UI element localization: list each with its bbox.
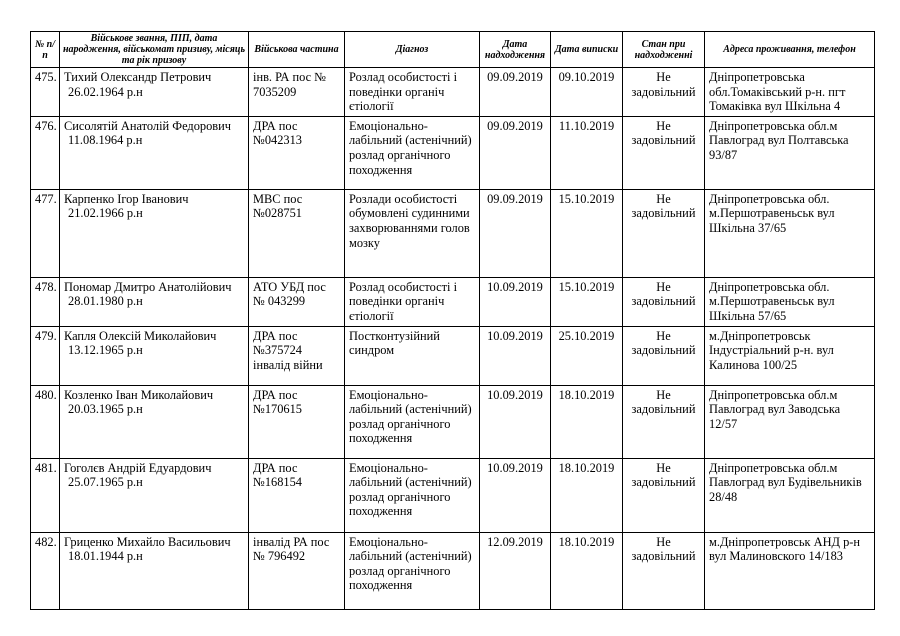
diagnosis-cell: Розлад особистості і поведінки органіч єтіології — [345, 277, 480, 326]
condition-cell: Не задовільний — [623, 326, 705, 385]
person-cell — [60, 116, 249, 189]
person-cell — [60, 532, 249, 609]
table-row — [31, 532, 875, 609]
diagnosis-cell: Постконтузійний синдром — [345, 326, 480, 385]
header-condition: Стан при надходженні — [623, 32, 705, 68]
diagnosis-cell: Розлад особистості і поведінки органіч єтіології — [345, 68, 480, 117]
unit-cell: МВС пос №028751 — [249, 189, 345, 277]
discharge-date-cell: 18.10.2019 — [551, 385, 623, 458]
unit-cell: інвалід РА пос № 796492 — [249, 532, 345, 609]
row-number: 479. — [31, 326, 60, 385]
header-discharge-date: Дата виписки — [551, 32, 623, 68]
admission-date-cell: 09.09.2019 — [480, 68, 551, 117]
person-cell — [60, 277, 249, 326]
admission-date-cell: 10.09.2019 — [480, 277, 551, 326]
person-birthdate: 13.12.1965 р.н — [68, 343, 143, 358]
person-name: Карпенко Ігор Іванович — [64, 191, 189, 206]
diagnosis-cell: Емоціонально-лабільний (астенічний) розлад органічного походження — [345, 532, 480, 609]
condition-cell: Не задовільний — [623, 532, 705, 609]
patient-registry-table — [30, 31, 875, 610]
unit-cell: ДРА пос №042313 — [249, 116, 345, 189]
row-number: 475. — [31, 68, 60, 117]
address-cell: Дніпропетровська обл. м.Першотравеньськ вул Шкільна 57/65 — [705, 277, 875, 326]
admission-date-cell: 10.09.2019 — [480, 458, 551, 532]
header-num: № п/п — [31, 32, 60, 68]
diagnosis-cell: Розлади особистості обумовлені судинними захворюваннями голов мозку — [345, 189, 480, 277]
condition-cell: Не задовільний — [623, 68, 705, 117]
unit-cell: інв. РА пос № 7035209 — [249, 68, 345, 117]
discharge-date-cell: 18.10.2019 — [551, 532, 623, 609]
table-row — [31, 277, 875, 326]
table-row — [31, 189, 875, 277]
condition-cell: Не задовільний — [623, 458, 705, 532]
condition-cell: Не задовільний — [623, 189, 705, 277]
person-cell — [60, 326, 249, 385]
condition-cell: Не задовільний — [623, 277, 705, 326]
address-cell: Дніпропетровська обл.Томаківський р-н. пгт Томаківка вул Шкільна 4 — [705, 68, 875, 117]
admission-date-cell: 09.09.2019 — [480, 189, 551, 277]
table-header-row — [31, 32, 875, 68]
discharge-date-cell: 25.10.2019 — [551, 326, 623, 385]
header-admission-date: Дата надходження — [480, 32, 551, 68]
discharge-date-cell: 11.10.2019 — [551, 116, 623, 189]
row-number: 476. — [31, 116, 60, 189]
person-birthdate: 26.02.1964 р.н — [68, 84, 143, 99]
person-name: Капля Олексій Миколайович — [64, 328, 217, 343]
person-cell — [60, 385, 249, 458]
table-row — [31, 116, 875, 189]
table-row — [31, 326, 875, 385]
unit-cell: АТО УБД пос № 043299 — [249, 277, 345, 326]
admission-date-cell: 12.09.2019 — [480, 532, 551, 609]
discharge-date-cell: 15.10.2019 — [551, 277, 623, 326]
address-cell: м.Дніпропетровськ АНД р-н вул Малиновского 14/183 — [705, 532, 875, 609]
condition-cell: Не задовільний — [623, 116, 705, 189]
table-row — [31, 385, 875, 458]
row-number: 478. — [31, 277, 60, 326]
diagnosis-cell: Емоціонально-лабільний (астенічний) розлад органічного походження — [345, 458, 480, 532]
address-cell: Дніпропетровська обл.м Павлоград вул Заводська 12/57 — [705, 385, 875, 458]
person-birthdate: 18.01.1944 р.н — [68, 549, 143, 564]
admission-date-cell: 10.09.2019 — [480, 385, 551, 458]
discharge-date-cell: 09.10.2019 — [551, 68, 623, 117]
discharge-date-cell: 15.10.2019 — [551, 189, 623, 277]
header-address: Адреса проживання, телефон — [705, 32, 875, 68]
row-number: 482. — [31, 532, 60, 609]
person-name: Гоголєв Андрій Едуардович — [64, 460, 212, 475]
address-cell: Дніпропетровська обл. м.Першотравеньськ вул Шкільна 37/65 — [705, 189, 875, 277]
header-person: Військове звання, ПІП, дата народження, військомат призиву, місяць та рік призову — [60, 32, 249, 68]
row-number: 477. — [31, 189, 60, 277]
header-diagnosis: Діагноз — [345, 32, 480, 68]
address-cell: Дніпропетровська обл.м Павлоград вул Будівельників 28/48 — [705, 458, 875, 532]
table-row — [31, 458, 875, 532]
diagnosis-cell: Емоціонально-лабільний (астенічний) розлад органічного походження — [345, 385, 480, 458]
person-name: Тихий Олександр Петрович — [64, 70, 212, 84]
discharge-date-cell: 18.10.2019 — [551, 458, 623, 532]
header-unit: Військова частина — [249, 32, 345, 68]
person-birthdate: 11.08.1964 р.н — [68, 133, 143, 148]
person-name: Пономар Дмитро Анатолійович — [64, 279, 232, 294]
unit-cell: ДРА пос №375724 інвалід війни — [249, 326, 345, 385]
person-name: Козленко Іван Миколайович — [64, 387, 214, 402]
person-birthdate: 20.03.1965 р.н — [68, 402, 143, 417]
person-birthdate: 25.07.1965 р.н — [68, 475, 143, 490]
person-cell — [60, 189, 249, 277]
row-number: 480. — [31, 385, 60, 458]
unit-cell: ДРА пос №170615 — [249, 385, 345, 458]
person-cell — [60, 458, 249, 532]
admission-date-cell: 10.09.2019 — [480, 326, 551, 385]
row-number: 481. — [31, 458, 60, 532]
person-birthdate: 28.01.1980 р.н — [68, 294, 143, 309]
person-name: Гриценко Михайло Васильович — [64, 534, 231, 549]
address-cell: м.Дніпропетровськ Індустріальний р-н. вул Калинова 100/25 — [705, 326, 875, 385]
diagnosis-cell: Емоціонально-лабільний (астенічний) розлад органічного походження — [345, 116, 480, 189]
person-birthdate: 21.02.1966 р.н — [68, 206, 143, 221]
admission-date-cell: 09.09.2019 — [480, 116, 551, 189]
condition-cell: Не задовільний — [623, 385, 705, 458]
table-row — [31, 68, 875, 117]
person-name: Сисолятій Анатолій Федорович — [64, 118, 232, 133]
unit-cell: ДРА пос №168154 — [249, 458, 345, 532]
address-cell: Дніпропетровська обл.м Павлоград вул Полтавська 93/87 — [705, 116, 875, 189]
person-cell — [60, 68, 249, 117]
